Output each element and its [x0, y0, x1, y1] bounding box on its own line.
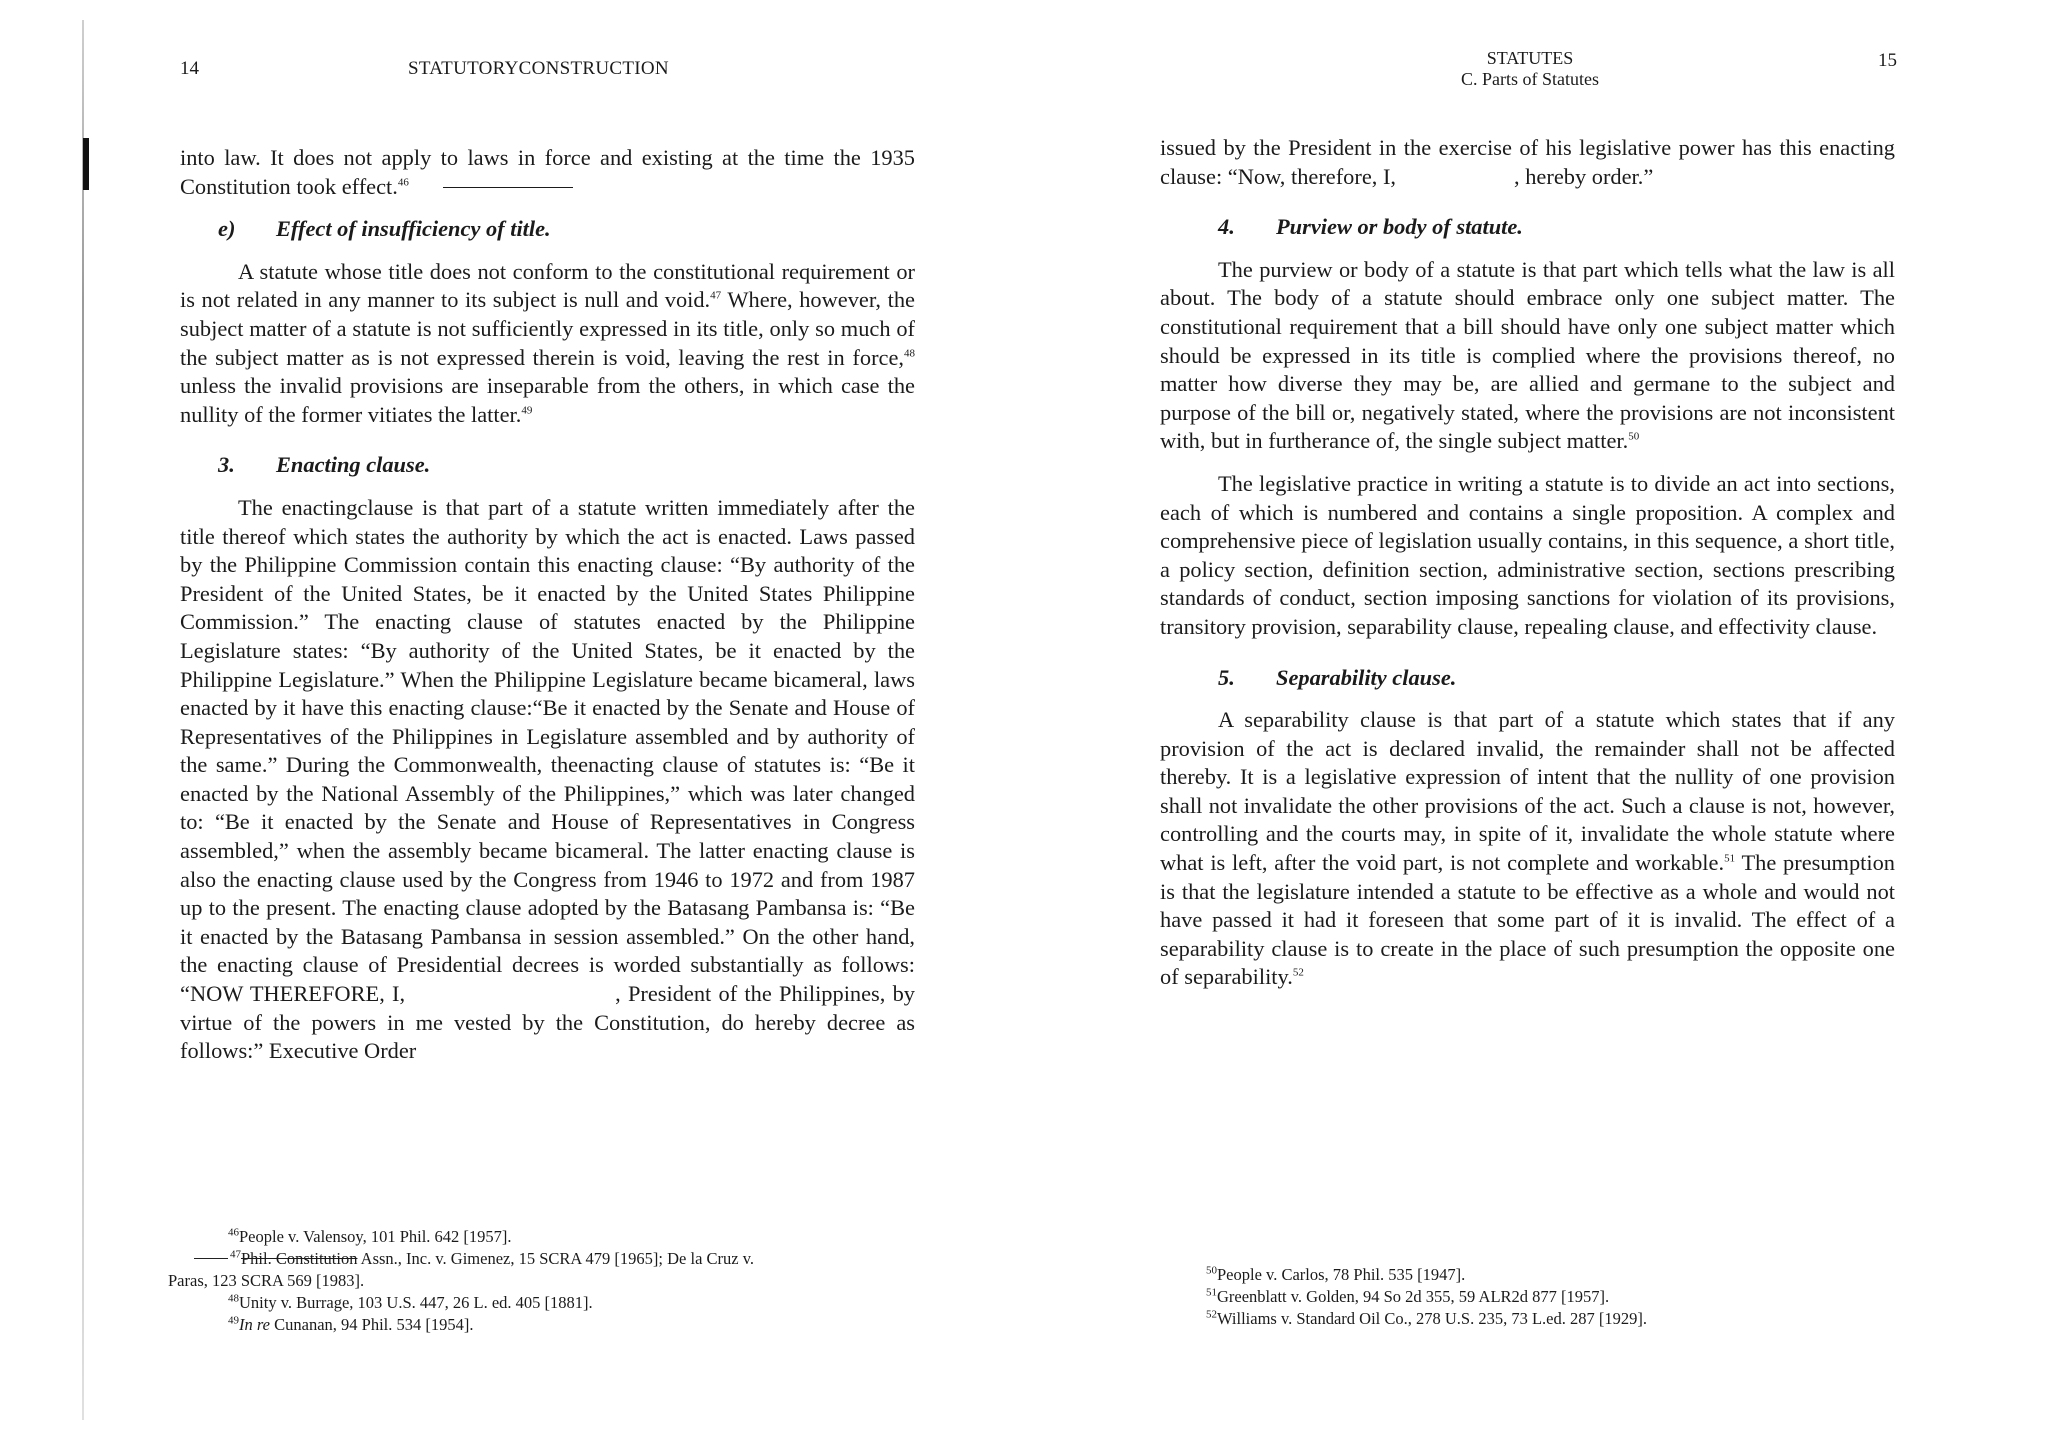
- paragraph-5-text-a: A separability clause is that part of a statute which states that if any provision of the act is declared invalid, the remainder shall not be affected thereby. It is a legislative expression of intent that the nullity of one provision shall not invalidate the other provisions of the act. Such a clause is not, however, controlling and the courts may, in spite of it, invalidate the whole statute where what is left, after the void part, is not complete and workable.: [1160, 707, 1895, 876]
- footnote-47-struck-text: Phil. Constitution: [241, 1249, 358, 1268]
- footnote-51-number: 51: [1206, 1286, 1217, 1299]
- footnote-52: [1206, 1308, 1906, 1330]
- right-running-head-subtitle: C. Parts of Statutes: [1461, 69, 1599, 89]
- paragraph-4-text-1: The purview or body of a statute is that part which tells what the law is all about. The body of a statute should embrace only one subject matter. The constitutional requirement that a bill should have only one subject matter which should be expressed in its title is complied where the provisions thereof, no matter how diverse they may be, are allied and germane to the subject and purpose of the bill or, negatively stated, where the provisions are not inconsistent with, but in furtherance of, the single subject matter.: [1160, 256, 1895, 454]
- footnote-47-text-b: Paras, 123 SCRA 569 [1983].: [168, 1271, 365, 1290]
- paragraph-enacting-clause: [180, 494, 915, 1066]
- footnote-49: [180, 1314, 915, 1336]
- separator-rule: [443, 187, 573, 188]
- footnote-50: [1206, 1264, 1906, 1286]
- footnote-49-number: 49: [228, 1314, 239, 1327]
- footnote-51-text: Greenblatt v. Golden, 94 So 2d 355, 59 ALR2d 877 [1957].: [1217, 1287, 1610, 1306]
- heading-e-title: Effect of insufficiency of title.: [276, 216, 551, 242]
- heading-enacting-clause: [180, 451, 915, 480]
- paragraph-continued: [1160, 134, 1895, 191]
- footnote-49-italic: In re: [239, 1315, 271, 1334]
- footnote-47: [180, 1248, 915, 1270]
- paragraph-4-text-2: The legislative practice in writing a statute is to divide an act into sections, each of which is numbered and contains a single proposition. A complex and comprehensive piece of legislation usually contains, in this sequence, a short title, a policy section, definition section, administrative section, sections prescribing standards of conduct, section imposing sanctions for violation of its provisions, transitory provision, separability clause, repealing clause, and effectivity clause.: [1160, 470, 1895, 639]
- paragraph-e-text-3: unless the invalid provisions are inseparable from the others, in which case the nullity of the former vitiates the latter.: [180, 373, 915, 427]
- footnote-ref-48: 48: [904, 347, 915, 360]
- left-page-number: 14: [180, 58, 199, 79]
- right-footnotes: [1206, 1264, 1906, 1330]
- footnote-rule: [194, 1258, 228, 1259]
- heading-3-label: 3.: [218, 452, 235, 478]
- footnote-49-text: Cunanan, 94 Phil. 534 [1954].: [270, 1315, 474, 1334]
- paragraph-5-text-b: The presumption is that the legislature intended a statute to be effective as a whole and would not have passed it had it foreseen that some part of it is invalid. The effect of a separability clause is to create in the place of such presumption the opposite one of separability.: [1160, 850, 1896, 990]
- heading-separability: [1160, 664, 1895, 693]
- paragraph-intro-text: into law. It does not apply to laws in force and existing at the time the 1935 Constitution took effect.: [180, 145, 915, 199]
- footnote-47-text-a: Assn., Inc. v. Gimenez, 15 SCRA 479 [1965]; De la Cruz v.: [357, 1249, 755, 1268]
- heading-5-title: Separability clause.: [1276, 664, 1457, 690]
- right-body: [1160, 134, 1895, 992]
- left-body: [180, 144, 915, 1066]
- footnote-ref-52: 52: [1292, 966, 1304, 979]
- footnote-46-text: People v. Valensoy, 101 Phil. 642 [1957].: [239, 1227, 512, 1246]
- paragraph-effect-insufficiency: [180, 258, 915, 430]
- right-running-head-title: STATUTES: [1486, 48, 1574, 68]
- paragraph-purview-2: [1160, 470, 1895, 642]
- footnote-48: [180, 1292, 915, 1314]
- footnote-ref-50: 50: [1628, 430, 1640, 443]
- footnote-48-text: Unity v. Burrage, 103 U.S. 447, 26 L. ed. 405 [1881].: [239, 1293, 593, 1312]
- footnote-46-number: 46: [228, 1226, 239, 1239]
- paragraph-separability: [1160, 706, 1895, 992]
- footnote-51: [1206, 1286, 1906, 1308]
- left-running-head: STATUTORYCONSTRUCTION: [408, 58, 669, 79]
- footnote-52-number: 52: [1206, 1308, 1217, 1321]
- footnote-52-text: Williams v. Standard Oil Co., 278 U.S. 235, 73 L.ed. 287 [1929].: [1217, 1309, 1647, 1328]
- heading-4-title: Purview or body of statute.: [1276, 214, 1523, 240]
- footnote-47-number: 47: [230, 1248, 241, 1261]
- footnote-48-number: 48: [228, 1292, 239, 1305]
- footnote-47-continued: [168, 1270, 915, 1292]
- heading-3-title: Enacting clause.: [276, 452, 431, 478]
- footnote-ref-46: 46: [397, 176, 409, 189]
- footnote-50-text: People v. Carlos, 78 Phil. 535 [1947].: [1217, 1265, 1466, 1284]
- paragraph-3-text-a: The enactingclause is that part of a statute written immediately after the title thereof which states the authority by which the act is enacted. Laws passed by the Philippine Commission contain this enacting clause: “By authority of the President of the United States, be it enacted by the United States Philippine Commission.” The enacting clause of statutes enacted by the Philippine Legislature states: “By authority of the United States, be it enacted by the Philippine Legislature.” When the Philippine Legislature became bicameral, laws enacted by it have this enacting clause:“Be it enacted by the Senate and House of Representatives of the Philippines in Legislature assembled and by authority of the same.” During the Commonwealth, theenacting clause of statutes is: “Be it enacted by the National Assembly of the Philippines,” which was later changed to: “Be it enacted by the Senate and House of Representatives in Congress assembled,” when the assembly became bicameral. The latter enacting clause is also the enacting clause used by the Congress from 1946 to 1972 and from 1987 up to the present. The enacting clause adopted by the Batasang Pambansa is: “Be it enacted by the Batasang Pambansa in session assembled.” On the other hand, the enacting clause of Presidential decrees is worded substantially as follows: “NOW THEREFORE, I,: [180, 494, 915, 1007]
- paragraph-e-text-1: A statute whose title does not conform to the constitutional requirement or is not related in any manner to its subject is null and void.: [180, 258, 915, 313]
- paragraph-purview-1: [1160, 256, 1895, 456]
- footnote-50-number: 50: [1206, 1264, 1217, 1277]
- paragraph-e-text-2: Where, however, the subject matter of a statute is not sufficiently expressed in its title, only so much of the subject matter as is not expressed therein is void, leaving the rest in force,: [180, 287, 915, 370]
- footnote-ref-51: 51: [1724, 852, 1736, 865]
- right-page-number: 15: [1878, 50, 1897, 71]
- left-footnotes: [168, 1226, 915, 1336]
- paragraph-3-text-b: , President of the Philippines, by virtue of the powers in me vested by the Constitution, do hereby decree as follows:” Executive Order: [180, 981, 915, 1064]
- page-binding-edge: [82, 20, 84, 1420]
- right-running-head: [1400, 48, 1660, 90]
- paragraph-continued-text-a: issued by the President in the exercise of his legislative power has this enacting clause: “Now, therefore, I,: [1160, 135, 1895, 189]
- footnote-ref-47: 47: [710, 289, 722, 302]
- heading-e-label: e): [218, 216, 236, 242]
- paragraph-intro: [180, 144, 915, 201]
- footnote-46: [180, 1226, 915, 1248]
- paragraph-continued-text-b: , hereby order.”: [1514, 163, 1654, 189]
- binding-shadow-mark: [83, 138, 89, 190]
- heading-5-label: 5.: [1218, 664, 1235, 690]
- heading-4-label: 4.: [1218, 214, 1235, 240]
- heading-purview: [1160, 213, 1895, 242]
- heading-effect-of-insufficiency: [180, 215, 915, 244]
- footnote-ref-49: 49: [521, 404, 533, 417]
